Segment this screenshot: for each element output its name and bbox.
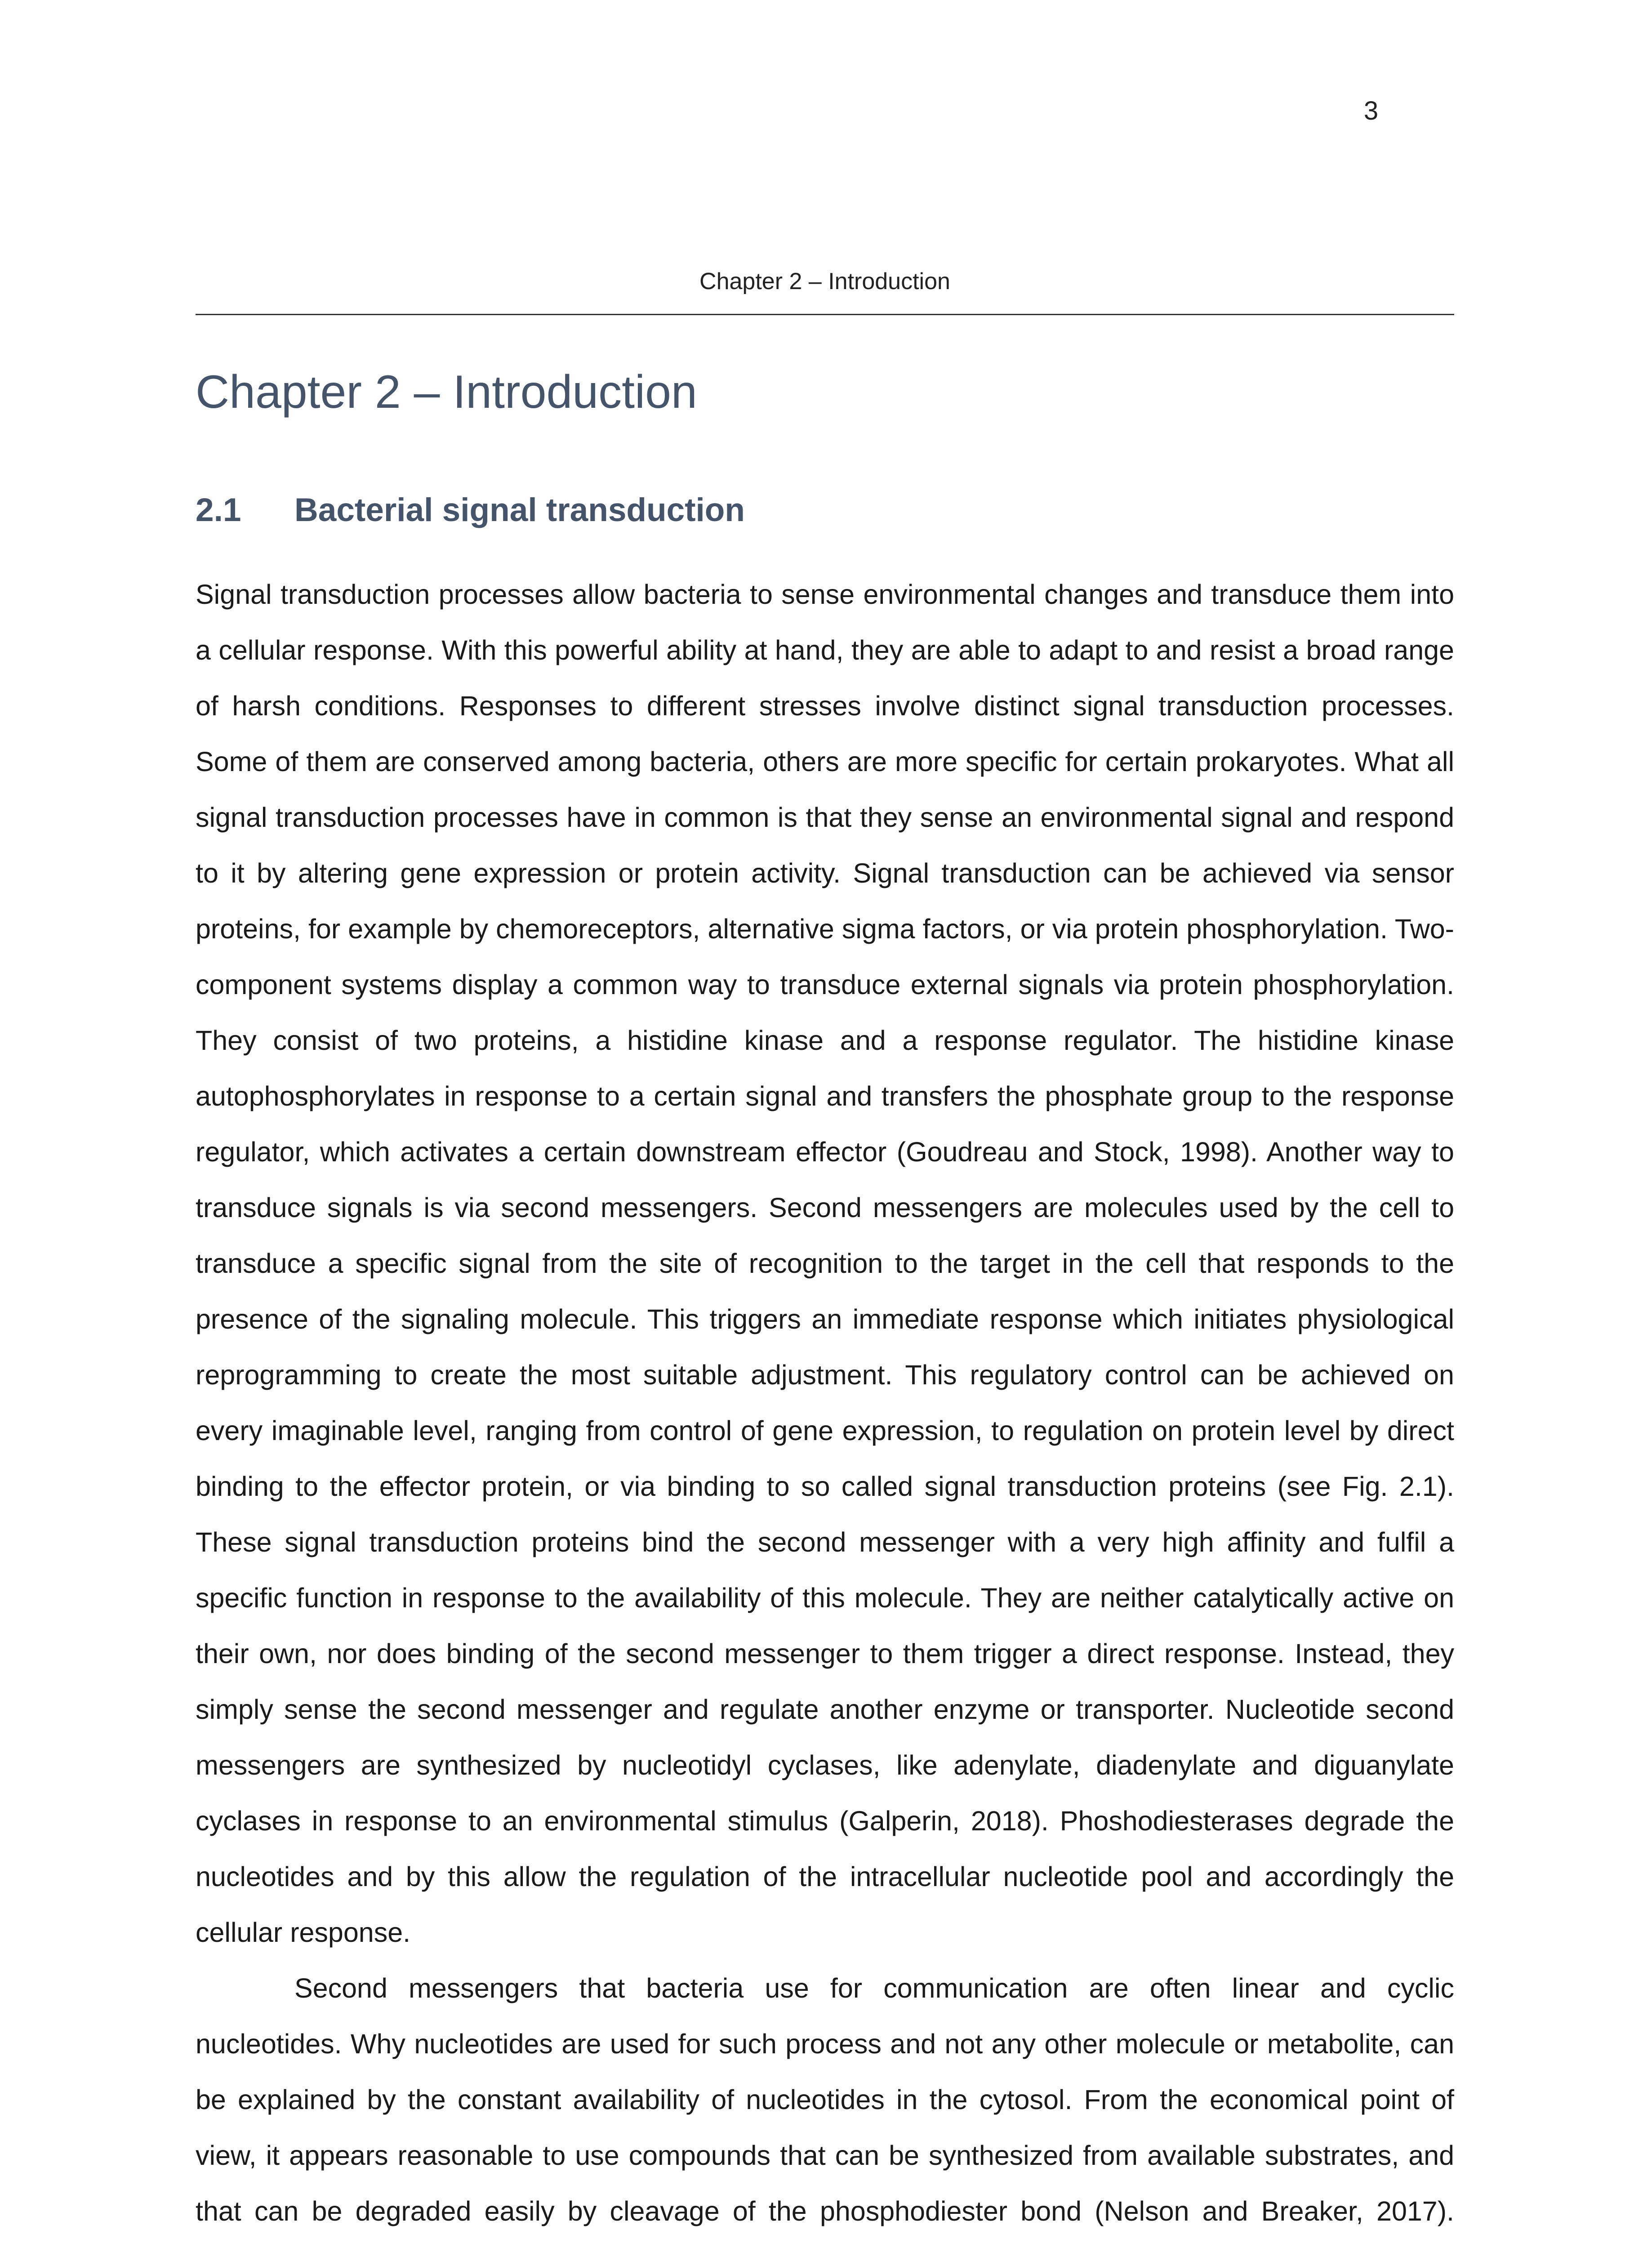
section-heading [196,494,745,526]
paragraph-2: Second messengers that bacteria use for communication are often linear and cyclic nucleotides. Why nucleotides are used for such process and not any other molecule or metabolite, can be explained by the constant availability of nucleotides in the cytosol. From the economical point of view, it appears reasonable to use compounds that can be synthesized from available substrates, and that can be degraded easily by cleavage of the phosphodiester bond (Nelson and Breaker, 2017). [196,1973,1454,2226]
section-number: 2.1 [196,492,241,528]
section-title: Bacterial signal transduction [294,492,745,528]
body-text [196,566,1454,2248]
paragraph-1: Signal transduction processes allow bacteria to sense environmental changes and transduce them into a cellular response. With this powerful ability at hand, they are able to adapt to and resist a broad range of harsh conditions. Responses to different stresses involve distinct signal transduction processes. Some of them are conserved among bacteria, others are more specific for certain prokaryotes. What all signal transduction processes have in common is that they sense an environmental signal and respond to it by altering gene expression or protein activity. Signal transduction can be achieved via sensor proteins, for example by chemoreceptors, alternative sigma factors, or via protein phosphorylation. Two-component systems display a common way to transduce external signals via protein phosphorylation. They consist of two proteins, a histidine kinase and a response regulator. The histidine kinase autophosphorylates in response to a certain signal and transfers the phosphate group to the response regulator, which activates a certain downstream effector (Goudreau and Stock, 1998). Another way to transduce signals is via second messengers. Second messengers are molecules used by the cell to transduce a specific signal from the site of recognition to the target in the cell that responds to the presence of the signaling molecule. This triggers an immediate response which initiates physiological reprogramming to create the most suitable adjustment. This regulatory control can be achieved on every imaginable level, ranging from control of gene expression, to regulation on protein level by direct binding to the effector protein, or via binding to so called signal transduction proteins (see Fig. 2.1). These signal transduction proteins bind the second messenger with a very high affinity and fulfil a specific function in response to the availability of this molecule. They are neither catalytically active on their own, nor does binding of the second messenger to them trigger a direct response. Instead, they simply sense the second messenger and regulate another enzyme or transporter. Nucleotide second messengers are synthesized by nucleotidyl cyclases, like adenylate, diadenylate and diguanylate cyclases in response to an environmental stimulus (Galperin, 2018). Phoshodiesterases degrade the nucleotides and by this allow the regulation of the intracellular nucleotide pool and accordingly the cellular response. [196,579,1454,1948]
running-header: Chapter 2 – Introduction [699,268,950,294]
header-divider [196,314,1454,315]
page-number: 3 [1363,96,1379,125]
chapter-title: Chapter 2 – Introduction [196,366,697,418]
